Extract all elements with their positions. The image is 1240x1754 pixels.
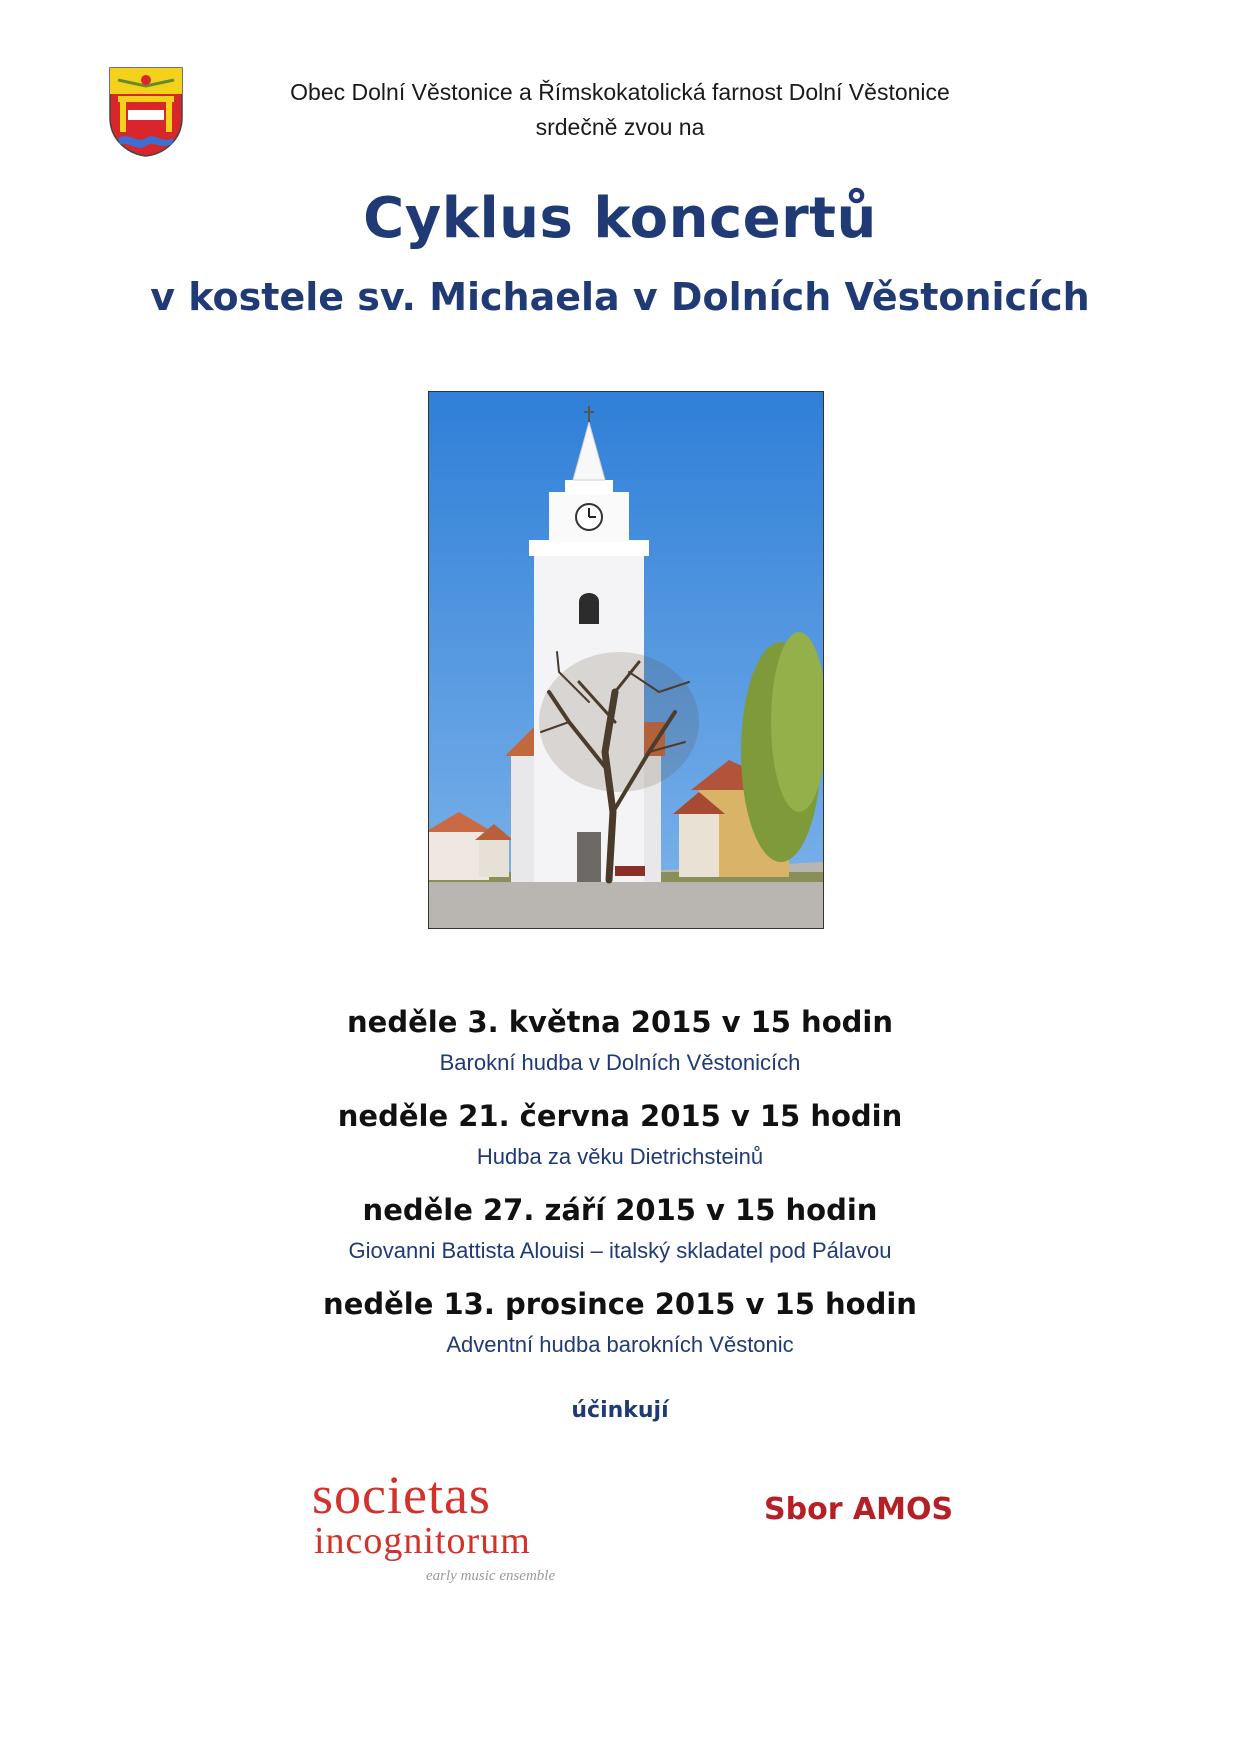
header-line-organizers: Obec Dolní Věstonice a Římskokatolická farnost Dolní Věstonice: [290, 79, 950, 105]
choir-name: Sbor AMOS: [764, 1492, 954, 1527]
performers-label: účinkují: [571, 1398, 669, 1423]
societas-logo-line2: incognitorum: [314, 1520, 531, 1562]
event-2-description: Hudba za věku Dietrichsteinů: [476, 1144, 764, 1169]
church-photo: [428, 391, 824, 929]
event-4-date: neděle 13. prosince 2015 v 15 hodin: [323, 1287, 917, 1321]
header-line-invite: srdečně zvou na: [535, 114, 705, 140]
societas-logo-line1: societas: [312, 1465, 491, 1525]
event-2-date: neděle 21. června 2015 v 15 hodin: [337, 1099, 903, 1133]
event-1-date: neděle 3. května 2015 v 15 hodin: [347, 1005, 893, 1039]
page-title: Cyklus koncertů: [363, 186, 877, 251]
societas-logo-tagline: early music ensemble: [426, 1568, 556, 1584]
event-1-description: Barokní hudba v Dolních Věstonicích: [439, 1050, 801, 1075]
event-3-date: neděle 27. září 2015 v 15 hodin: [362, 1193, 878, 1227]
page-subtitle: v kostele sv. Michaela v Dolních Věstonicích: [150, 275, 1090, 319]
event-4-description: Adventní hudba barokních Věstonic: [446, 1332, 794, 1357]
event-3-description: Giovanni Battista Alouisi – italský skladatel pod Pálavou: [348, 1238, 892, 1263]
